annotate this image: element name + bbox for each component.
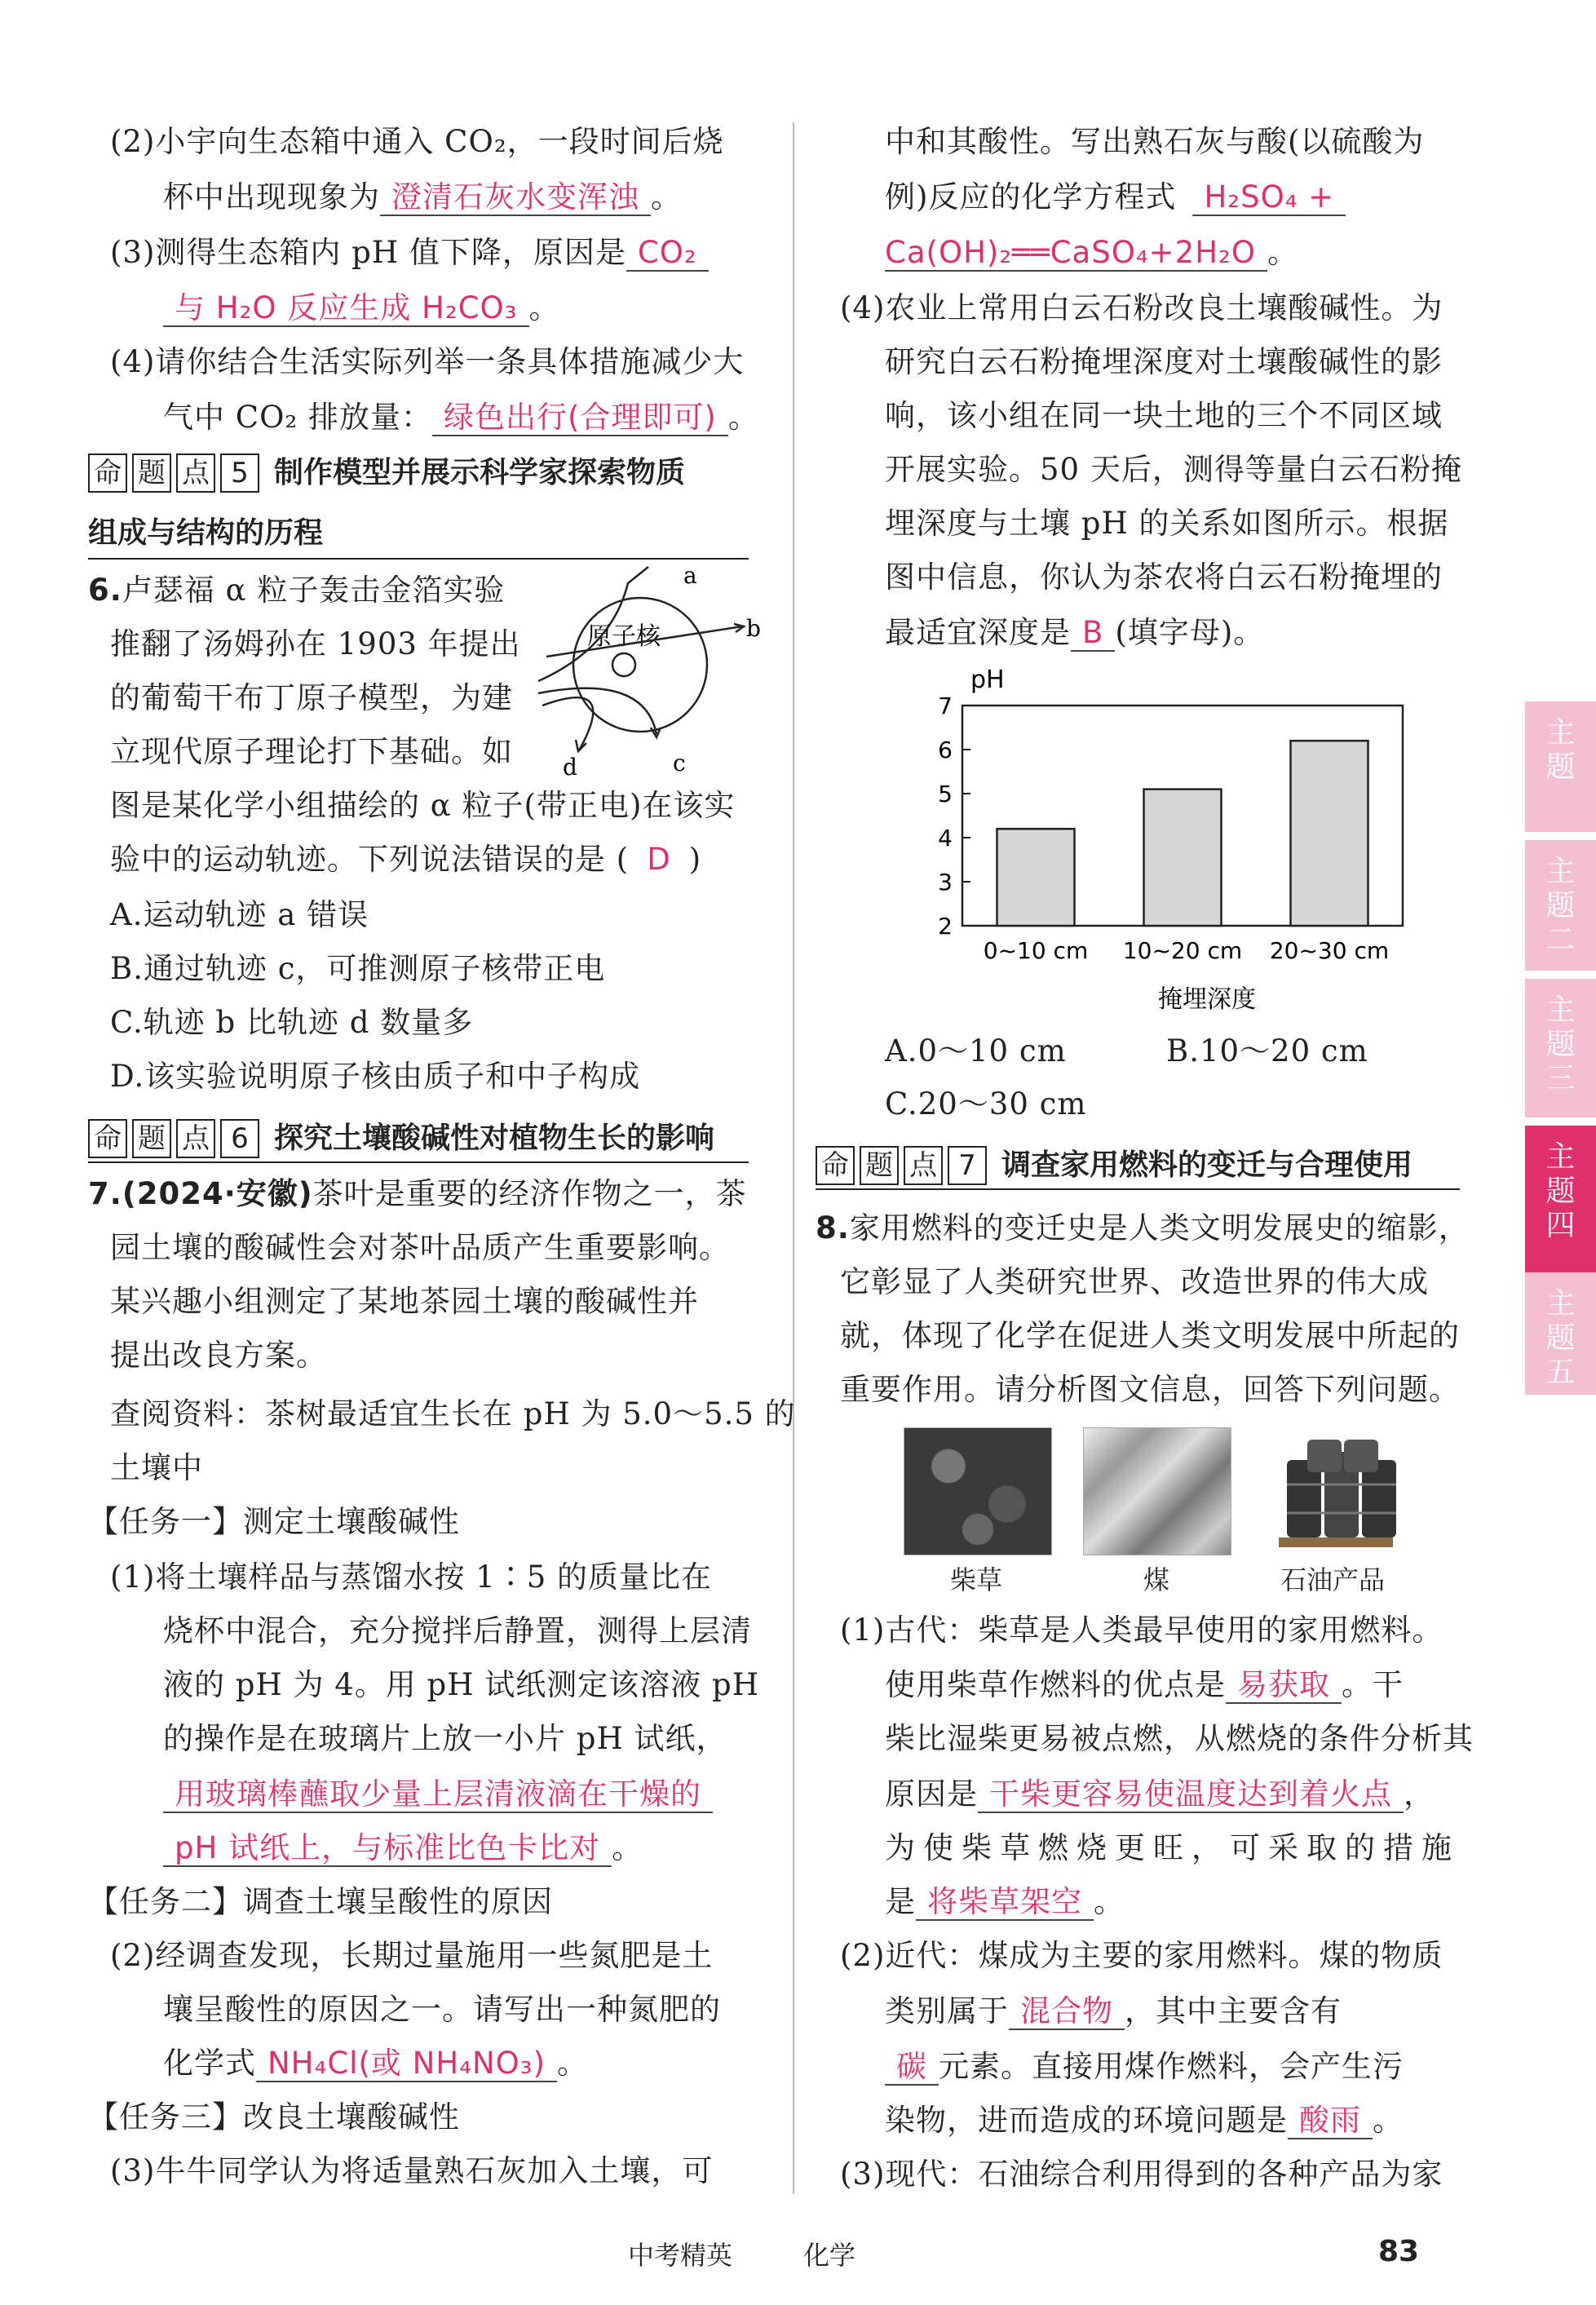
- chart-bar: [997, 829, 1075, 926]
- q8-2-line2: 类别属于 混合物 ，其中主要含有: [885, 1993, 1342, 2028]
- q6-option-d: D.该实验说明原子核由质子和中子构成: [110, 1059, 641, 1094]
- q5-3-line1: (3)测得生态箱内 pH 值下降，原因是 CO₂: [110, 233, 709, 272]
- oil-products-photo: [1262, 1427, 1409, 1554]
- q6-option-c: C.轨迹 b 比轨迹 d 数量多: [110, 1005, 474, 1040]
- side-tab[interactable]: 主题五: [1525, 1272, 1596, 1395]
- q7-1-line2: 烧杯中混合，充分搅拌后静置，测得上层清: [163, 1613, 752, 1648]
- ph-bar-chart: [913, 665, 1435, 1024]
- footer-subject: 化学: [803, 2240, 856, 2271]
- q7-4-line5: 埋深度与土壤 pH 的关系如图所示。根据: [885, 506, 1449, 541]
- nucleus-circle: [612, 653, 635, 676]
- q7-line3: 某兴趣小组测定了某地茶园土壤的酸碱性并: [110, 1284, 699, 1319]
- q6-line5: 图是某化学小组描绘的 α 粒子(带正电)在该实: [110, 788, 736, 823]
- q7-4-line3: 响，该小组在同一块土地的三个不同区域: [885, 398, 1443, 433]
- y-tick-label: 3: [938, 869, 953, 896]
- q6-line1: 6.卢瑟福 α 粒子轰击金箔实验: [88, 573, 506, 608]
- q5-3-line2: 与 H₂O 反应生成 H₂CO₃ 。: [163, 289, 560, 328]
- x-tick-label: 10~20 cm: [1122, 937, 1243, 964]
- q7-4-option-c: C.20～30 cm: [885, 1086, 1087, 1122]
- answer-blank: 干柴更容易使温度达到着火点: [978, 1776, 1404, 1813]
- answer-blank: 碳: [885, 2049, 939, 2086]
- choice-answer: D: [647, 842, 671, 877]
- answer-blank: pH 试纸上，与标准比色卡比对: [163, 1830, 612, 1867]
- q5-2-line1: (2)小宇向生态箱中通入 CO₂，一段时间后烧: [110, 124, 724, 159]
- section-header-7: 命 题 点 7 调查家用燃料的变迁与合理使用: [816, 1146, 1413, 1185]
- q8-1-line4: 原因是 干柴更容易使温度达到着火点 ，: [885, 1776, 1435, 1812]
- q6-line2: 推翻了汤姆孙在 1903 年提出: [110, 626, 521, 661]
- q8-line2: 它彰显了人类研究世界、改造世界的伟大成: [840, 1264, 1429, 1299]
- q8-3-line1: (3)现代：石油综合利用得到的各种产品为家: [840, 2157, 1443, 2192]
- q7-4-line2: 研究白云石粉掩埋深度对土壤酸碱性的影: [885, 344, 1443, 379]
- q8-1-line1: (1)古代：柴草是人类最早使用的家用燃料。: [840, 1613, 1443, 1648]
- q7-line1: 7.(2024·安徽)茶叶是重要的经济作物之一，茶: [88, 1176, 747, 1211]
- side-tab[interactable]: 主题三: [1525, 979, 1596, 1117]
- q8-line4: 重要作用。请分析图文信息，回答下列问题。: [840, 1372, 1460, 1407]
- q7-1-answer2: pH 试纸上，与标准比色卡比对 。: [163, 1829, 643, 1868]
- q7-3-line1: (3)牛牛同学认为将适量熟石灰加入土壤，可: [110, 2153, 714, 2188]
- q7-4-line4: 开展实验。50 天后，测得等量白云石粉掩: [885, 452, 1462, 487]
- coal-photo: [1083, 1427, 1231, 1555]
- q7-2-line1: (2)经调查发现，长期过量施用一些氮肥是土: [110, 1938, 714, 1973]
- r-line3: Ca(OH)₂══CaSO₄+2H₂O 。: [885, 235, 1298, 270]
- oil-barrel-icon: [1262, 1427, 1409, 1554]
- q7-line2: 园土壤的酸碱性会对茶叶品质产生重要影响。: [110, 1230, 730, 1265]
- q7-line5: 查阅资料：茶树最适宜生长在 pH 为 5.0～5.5 的: [110, 1396, 796, 1431]
- task-1: 【任务一】测定土壤酸碱性: [88, 1504, 460, 1539]
- answer-blank: Ca(OH)₂══CaSO₄+2H₂O: [885, 235, 1267, 272]
- q7-4-line6: 图中信息，你认为茶农将白云石粉掩埋的: [885, 560, 1443, 595]
- side-tab[interactable]: 主题: [1525, 701, 1596, 832]
- footer-book: 中考精英: [628, 2240, 733, 2271]
- q6-line3: 的葡萄干布丁原子模型，为建: [110, 680, 513, 715]
- q7-2-line3: 化学式 NH₄Cl(或 NH₄NO₃) 。: [163, 2046, 589, 2081]
- y-axis-label: pH: [970, 666, 1005, 694]
- section-underline: [88, 1161, 749, 1163]
- y-tick-label: 7: [938, 692, 953, 719]
- x-axis-label: 掩埋深度: [1158, 985, 1256, 1014]
- answer-blank: CO₂: [626, 235, 709, 272]
- answer-blank: B: [1071, 615, 1115, 652]
- section-header-5-cont: 组成与结构的历程: [88, 516, 324, 550]
- answer-blank: 酸雨: [1288, 2103, 1373, 2139]
- answer-blank: 绿色出行(合理即可): [432, 400, 728, 436]
- q7-1-line1: (1)将土壤样品与蒸馏水按 1∶5 的质量比在: [110, 1560, 713, 1595]
- caption-oil-products: 石油产品: [1280, 1564, 1386, 1595]
- caption-firewood: 柴草: [950, 1564, 1003, 1595]
- q8-line3: 就，体现了化学在促进人类文明发展中所起的: [840, 1318, 1460, 1353]
- q8-2-line4: 染物，进而造成的环境问题是 酸雨 。: [885, 2103, 1404, 2138]
- x-tick-label: 20~30 cm: [1269, 937, 1390, 964]
- q8-1-line6: 是 将柴草架空 。: [885, 1884, 1125, 1919]
- firewood-photo: [904, 1427, 1052, 1555]
- q6-option-b: B.通过轨迹 c，可推测原子核带正电: [110, 951, 606, 986]
- caption-coal: 煤: [1143, 1564, 1170, 1595]
- q6-line4: 立现代原子理论打下基础。如: [110, 734, 513, 769]
- answer-blank: 用玻璃棒蘸取少量上层清液滴在干燥的: [163, 1776, 713, 1813]
- label-a: a: [683, 562, 697, 589]
- q7-4-option-a: A.0～10 cm: [885, 1033, 1067, 1068]
- y-tick-label: 5: [938, 781, 953, 807]
- q5-2-line2: 杯中出现现象为 澄清石灰水变浑浊 。: [163, 179, 682, 215]
- q6-line6: 验中的运动轨迹。下列说法错误的是 ( D ): [110, 842, 702, 877]
- section-underline: [816, 1188, 1460, 1190]
- trajectory-d: [542, 697, 593, 750]
- side-tab[interactable]: 主题四: [1525, 1126, 1596, 1272]
- task-2: 【任务二】调查土壤呈酸性的原因: [88, 1884, 553, 1919]
- y-tick-label: 6: [938, 737, 953, 763]
- q8-1-line5: 为使柴草燃烧更旺，可采取的措施: [885, 1830, 1460, 1865]
- answer-blank: NH₄Cl(或 NH₄NO₃): [256, 2046, 557, 2082]
- q7-1-line3: 液的 pH 为 4。用 pH 试纸测定该溶液 pH: [163, 1667, 759, 1702]
- q7-1-line4: 的操作是在玻璃片上放一小片 pH 试纸，: [163, 1721, 727, 1756]
- side-tab[interactable]: 主题二: [1525, 840, 1596, 971]
- section-header-5: 命 题 点 5 制作模型并展示科学家探索物质: [88, 453, 685, 493]
- q8-2-line1: (2)近代：煤成为主要的家用燃料。煤的物质: [840, 1938, 1443, 1973]
- answer-blank: 混合物: [1009, 1993, 1125, 2030]
- x-tick-label: 0~10 cm: [983, 937, 1089, 964]
- answer-blank: 将柴草架空: [916, 1884, 1094, 1921]
- trajectory-c: [538, 688, 657, 734]
- answer-blank: 易获取: [1226, 1667, 1342, 1704]
- q7-2-line2: 壤呈酸性的原因之一。请写出一种氮肥的: [163, 1992, 721, 2027]
- q8-2-line3: 碳 元素。直接用煤作燃料，会产生污: [885, 2047, 1404, 2086]
- section-header-6: 命 题 点 6 探究土壤酸碱性对植物生长的影响: [88, 1119, 714, 1158]
- answer-blank: 澄清石灰水变浑浊: [380, 179, 651, 216]
- y-tick-label: 2: [938, 913, 953, 940]
- q7-1-answer1: [163, 1775, 713, 1814]
- column-divider: [793, 122, 794, 2194]
- q7-4-line7: 最适宜深度是 B (填字母)。: [885, 615, 1265, 650]
- r-line1: 中和其酸性。写出熟石灰与酸(以硫酸为: [885, 124, 1425, 159]
- q7-4-line1: (4)农业上常用白云石粉改良土壤酸碱性。为: [840, 290, 1443, 325]
- answer-blank: 与 H₂O 反应生成 H₂CO₃: [163, 290, 529, 327]
- q6-option-a: A.运动轨迹 a 错误: [110, 897, 369, 932]
- label-b: b: [746, 615, 761, 642]
- q7-line4: 提出改良方案。: [110, 1338, 327, 1373]
- chart-bar: [1144, 790, 1222, 926]
- q5-4-line1: (4)请你结合生活实际列举一条具体措施减少大: [110, 344, 745, 379]
- answer-blank: H₂SO₄ +: [1192, 179, 1346, 216]
- chart-bar: [1291, 741, 1368, 926]
- alpha-particle-diagram: [522, 559, 767, 779]
- nucleus-label: 原子核: [587, 622, 661, 651]
- label-c: c: [673, 750, 686, 776]
- y-tick-label: 4: [938, 825, 953, 852]
- q7-4-option-b: B.10～20 cm: [1166, 1033, 1368, 1068]
- label-d: d: [563, 754, 577, 779]
- q8-1-line3: 柴比湿柴更易被点燃，从燃烧的条件分析其: [885, 1721, 1474, 1756]
- task-3: 【任务三】改良土壤酸碱性: [88, 2099, 460, 2135]
- q5-4-line2: 气中 CO₂ 排放量： 绿色出行(合理即可) 。: [163, 400, 759, 435]
- q8-1-line2: 使用柴草作燃料的优点是 易获取 。干: [885, 1667, 1404, 1702]
- q7-line6: 土壤中: [110, 1450, 203, 1485]
- page-number: 83: [1378, 2235, 1420, 2268]
- q8-line1: 8.家用燃料的变迁史是人类文明发展史的缩影，: [816, 1210, 1470, 1245]
- r-line2: 例)反应的化学方程式 H₂SO₄ +: [885, 178, 1346, 217]
